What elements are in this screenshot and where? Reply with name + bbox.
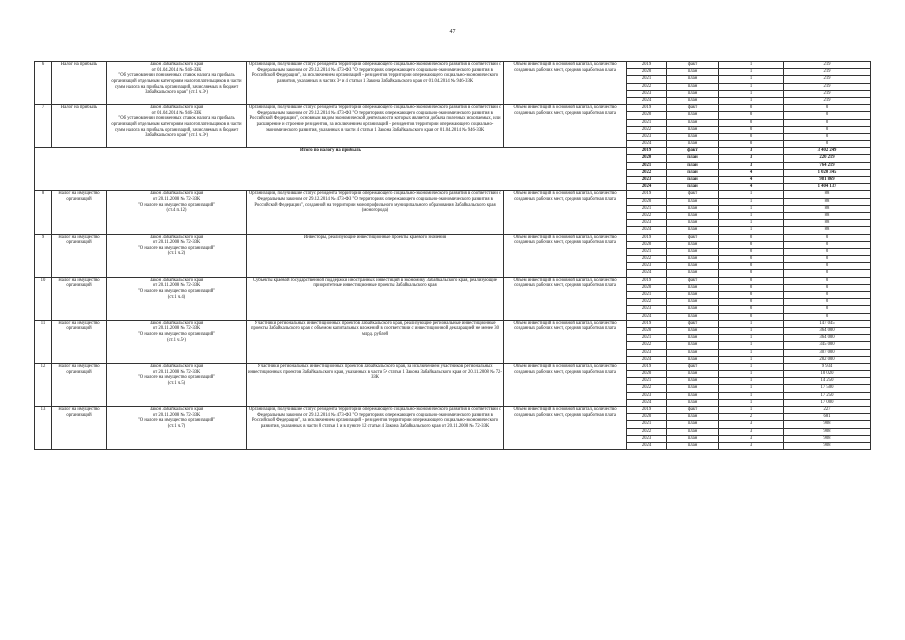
year-cell: 2020 bbox=[627, 198, 667, 205]
year-cell: 2024 bbox=[627, 313, 667, 320]
fact-plan-cell: план bbox=[667, 141, 719, 148]
year-cell: 2019 bbox=[627, 191, 667, 198]
row-number-cell: 9 bbox=[35, 234, 52, 277]
row-number-cell: 8 bbox=[35, 191, 52, 234]
fact-plan-cell: план bbox=[667, 399, 719, 406]
count-cell: 1 bbox=[719, 378, 784, 385]
tax-name-cell: Налог на прибыль bbox=[52, 62, 107, 105]
year-cell: 2019 bbox=[627, 234, 667, 241]
row-number-cell: 12 bbox=[35, 363, 52, 406]
fact-plan-cell: план bbox=[667, 76, 719, 83]
count-cell: 1 bbox=[719, 335, 784, 342]
fact-plan-cell: план bbox=[667, 342, 719, 349]
amount-cell: 908 bbox=[784, 421, 871, 428]
year-cell: 2024 bbox=[627, 399, 667, 406]
table-row bbox=[35, 363, 871, 370]
count-cell: 1 bbox=[719, 90, 784, 97]
law-reference-cell: Закон Забайкальского края от 01.04.2014 № 946-ЗЗК "Об установлении пониженных ставок налога на прибыль организаций отдельным категориям налогоплательщиков в части сумм налога на прибыль организаций, зачисляемых в бюджет Забайкальского края" (ст.1 ч.3¹) bbox=[107, 62, 247, 105]
law-reference-cell: Закон Забайкальского края от 20.11.2008 № 72-ЗЗК "О налоге на имущество организаций" (ст.1 ч.7) bbox=[107, 407, 247, 450]
amount-cell: 9 934 bbox=[784, 363, 871, 370]
fact-plan-cell: план bbox=[667, 248, 719, 255]
fact-plan-cell: план bbox=[667, 263, 719, 270]
amount-cell: 0 bbox=[784, 234, 871, 241]
year-cell: 2019 bbox=[627, 148, 667, 155]
count-cell: 1 bbox=[719, 371, 784, 378]
count-cell: 3 bbox=[719, 162, 784, 169]
fact-plan-cell: факт bbox=[667, 363, 719, 370]
indicators-cell: Объем инвестиций в основной капитал, количество созданных рабочих мест, средняя заработная плата bbox=[504, 191, 627, 234]
count-cell: 1 bbox=[719, 198, 784, 205]
indicators-cell: Объем инвестиций в основной капитал, количество созданных рабочих мест, средняя заработная плата bbox=[504, 407, 627, 450]
amount-cell: 88 bbox=[784, 191, 871, 198]
amount-cell: 220 219 bbox=[784, 155, 871, 162]
fact-plan-cell: план bbox=[667, 313, 719, 320]
fact-plan-cell: факт bbox=[667, 148, 719, 155]
fact-plan-cell: факт bbox=[667, 234, 719, 241]
amount-cell: 88 bbox=[784, 198, 871, 205]
year-cell: 2021 bbox=[627, 421, 667, 428]
amount-cell: 0 bbox=[784, 119, 871, 126]
year-cell: 2020 bbox=[627, 112, 667, 119]
amount-cell: 0 bbox=[784, 277, 871, 284]
year-cell: 2024 bbox=[627, 141, 667, 148]
year-cell: 2023 bbox=[627, 220, 667, 227]
fact-plan-cell: план bbox=[667, 126, 719, 133]
year-cell: 2020 bbox=[627, 371, 667, 378]
count-cell: 1 bbox=[719, 356, 784, 363]
count-cell: 3 bbox=[719, 148, 784, 155]
fact-plan-cell: факт bbox=[667, 191, 719, 198]
year-cell: 2021 bbox=[627, 205, 667, 212]
fact-plan-cell: план bbox=[667, 306, 719, 313]
fact-plan-cell: план bbox=[667, 335, 719, 342]
fact-plan-cell: факт bbox=[667, 277, 719, 284]
amount-cell: 908 bbox=[784, 428, 871, 435]
count-cell: 2 bbox=[719, 414, 784, 421]
table-row bbox=[35, 191, 871, 198]
year-cell: 2024 bbox=[627, 442, 667, 449]
amount-cell: 88 bbox=[784, 220, 871, 227]
fact-plan-cell: план bbox=[667, 177, 719, 184]
fact-plan-cell: план bbox=[667, 169, 719, 176]
amount-cell: 345 000 bbox=[784, 342, 871, 349]
year-cell: 2019 bbox=[627, 62, 667, 69]
year-cell: 2020 bbox=[627, 414, 667, 421]
amount-cell: 0 bbox=[784, 105, 871, 112]
fact-plan-cell: план bbox=[667, 270, 719, 277]
count-cell: 0 bbox=[719, 141, 784, 148]
amount-cell: 0 bbox=[784, 256, 871, 263]
year-cell: 2021 bbox=[627, 335, 667, 342]
table-row bbox=[35, 277, 871, 284]
count-cell: 3 bbox=[719, 442, 784, 449]
fact-plan-cell: план bbox=[667, 435, 719, 442]
beneficiary-category-cell: Организации, получившие статус резидента территории опережающего социально-экономического развития в соответствии с Федеральным законом от 29.12.2014 № 473-ФЗ "О территориях опережающего социально-экономического развития в Российской Федерации", созданной на территории монопрофильного муниципального образования Забайкальского края (моногорода) bbox=[247, 191, 504, 234]
year-cell: 2024 bbox=[627, 227, 667, 234]
fact-plan-cell: план bbox=[667, 256, 719, 263]
amount-cell: 3 402 249 bbox=[784, 148, 871, 155]
count-cell: 0 bbox=[719, 256, 784, 263]
tax-name-cell: Налог на имущество организаций bbox=[52, 277, 107, 320]
fact-plan-cell: план bbox=[667, 349, 719, 356]
tax-name-cell: Налог на имущество организаций bbox=[52, 320, 107, 363]
amount-cell: 219 bbox=[784, 90, 871, 97]
year-cell: 2020 bbox=[627, 327, 667, 334]
beneficiary-category-cell: Субъекты краевой государственной поддержки иностранных инвестиций в экономику Забайкальского края, реализующие приоритетные инвестиционные проекты Забайкальского края bbox=[247, 277, 504, 320]
fact-plan-cell: план bbox=[667, 162, 719, 169]
fact-plan-cell: план bbox=[667, 392, 719, 399]
law-reference-cell: Закон Забайкальского края от 01.04.2014 № 946-ЗЗК "Об установлении пониженных ставок налога на прибыль организаций отдельным категориям налогоплательщиков в части сумм налога на прибыль организаций, зачисляемых в бюджет Забайкальского края" (ст.1 ч.3²) bbox=[107, 105, 247, 148]
law-reference-cell: Закон Забайкальского края от 20.11.2008 № 72-ЗЗК "О налоге на имущество организаций" (ст.4 п.12) bbox=[107, 191, 247, 234]
year-cell: 2019 bbox=[627, 363, 667, 370]
fact-plan-cell: план bbox=[667, 227, 719, 234]
amount-cell: 14 250 bbox=[784, 378, 871, 385]
year-cell: 2024 bbox=[627, 356, 667, 363]
fact-plan-cell: план bbox=[667, 97, 719, 104]
count-cell: 0 bbox=[719, 133, 784, 140]
count-cell: 1 bbox=[719, 83, 784, 90]
fact-plan-cell: план bbox=[667, 327, 719, 334]
count-cell: 0 bbox=[719, 119, 784, 126]
amount-cell: 0 bbox=[784, 270, 871, 277]
amount-cell: 0 bbox=[784, 284, 871, 291]
count-cell: 1 bbox=[719, 212, 784, 219]
law-reference-cell: Закон Забайкальского края от 20.11.2008 № 72-ЗЗК "О налоге на имущество организаций" (ст.1 ч.5¹) bbox=[107, 320, 247, 363]
row-number-cell: 6 bbox=[35, 62, 52, 105]
fact-plan-cell: план bbox=[667, 112, 719, 119]
amount-cell: 17 250 bbox=[784, 392, 871, 399]
count-cell: 1 bbox=[719, 69, 784, 76]
amount-cell: 0 bbox=[784, 292, 871, 299]
year-cell: 2021 bbox=[627, 248, 667, 255]
table-row bbox=[35, 320, 871, 327]
count-cell: 4 bbox=[719, 177, 784, 184]
amount-cell: 0 bbox=[784, 263, 871, 270]
year-cell: 2022 bbox=[627, 428, 667, 435]
year-cell: 2019 bbox=[627, 407, 667, 414]
table-row bbox=[35, 407, 871, 414]
fact-plan-cell: план bbox=[667, 119, 719, 126]
count-cell: 3 bbox=[719, 435, 784, 442]
tax-name-cell: Налог на имущество организаций bbox=[52, 191, 107, 234]
amount-cell: 219 bbox=[784, 83, 871, 90]
amount-cell: 88 bbox=[784, 212, 871, 219]
amount-cell: 227 bbox=[784, 407, 871, 414]
law-reference-cell: Закон Забайкальского края от 20.11.2008 № 72-ЗЗК "О налоге на имущество организаций" (ст.1 ч.4) bbox=[107, 277, 247, 320]
fact-plan-cell: план bbox=[667, 90, 719, 97]
fact-plan-cell: план bbox=[667, 133, 719, 140]
fact-plan-cell: факт bbox=[667, 62, 719, 69]
fact-plan-cell: факт bbox=[667, 320, 719, 327]
amount-cell: 0 bbox=[784, 126, 871, 133]
count-cell: 1 bbox=[719, 205, 784, 212]
count-cell: 3 bbox=[719, 421, 784, 428]
count-cell: 0 bbox=[719, 263, 784, 270]
amount-cell: 219 bbox=[784, 76, 871, 83]
year-cell: 2021 bbox=[627, 119, 667, 126]
count-cell: 1 bbox=[719, 392, 784, 399]
row-number-cell: 13 bbox=[35, 407, 52, 450]
fact-plan-cell: план bbox=[667, 198, 719, 205]
year-cell: 2023 bbox=[627, 263, 667, 270]
tax-name-cell: Налог на имущество организаций bbox=[52, 234, 107, 277]
fact-plan-cell: план bbox=[667, 83, 719, 90]
year-cell: 2022 bbox=[627, 83, 667, 90]
amount-cell: 364 000 bbox=[784, 327, 871, 334]
fact-plan-cell: факт bbox=[667, 407, 719, 414]
fact-plan-cell: план bbox=[667, 442, 719, 449]
beneficiary-category-cell: Организации, получившие статус резидента территории опережающего социально-экономического развития в соответствии с Федеральным законом от 29.12.2014 № 473-ФЗ "О территориях опережающего социально-экономического развития в Российской Федерации", за исключением организаций - резидентов территории опережающего социально-экономического развития, указанных в части 8 статьи 1 и в пункте 12 статьи 4 Закона Забайкальского края от 20.11.2008 № 72-ЗЗК bbox=[247, 407, 504, 450]
count-cell: 1 bbox=[719, 76, 784, 83]
count-cell: 0 bbox=[719, 306, 784, 313]
count-cell: 0 bbox=[719, 299, 784, 306]
year-cell: 2019 bbox=[627, 277, 667, 284]
amount-cell: 0 bbox=[784, 313, 871, 320]
count-cell: 1 bbox=[719, 407, 784, 414]
tax-name-cell: Налог на прибыль bbox=[52, 105, 107, 148]
indicators-cell: Объем инвестиций в основной капитал, количество созданных рабочих мест, средняя заработная плата bbox=[504, 277, 627, 320]
fact-plan-cell: план bbox=[667, 421, 719, 428]
amount-cell: 0 bbox=[784, 241, 871, 248]
page-number: 47 bbox=[449, 29, 456, 35]
amount-cell: 219 bbox=[784, 69, 871, 76]
amount-cell: 764 219 bbox=[784, 162, 871, 169]
indicators-cell: Объем инвестиций в основной капитал, количество созданных рабочих мест, средняя заработная плата bbox=[504, 105, 627, 148]
count-cell: 1 bbox=[719, 363, 784, 370]
count-cell: 0 bbox=[719, 292, 784, 299]
tax-name-cell: Налог на имущество организаций bbox=[52, 363, 107, 406]
amount-cell: 88 bbox=[784, 227, 871, 234]
row-number-cell: 11 bbox=[35, 320, 52, 363]
amount-cell: 681 bbox=[784, 414, 871, 421]
year-cell: 2024 bbox=[627, 184, 667, 191]
year-cell: 2021 bbox=[627, 162, 667, 169]
indicators-cell: Объем инвестиций в основной капитал, количество созданных рабочих мест, средняя заработная плата bbox=[504, 363, 627, 406]
year-cell: 2022 bbox=[627, 212, 667, 219]
beneficiary-category-cell: Организации, получившие статус резидента территории опережающего социально-экономического развития в соответствии с Федеральным законом от 29.12.2014 № 473-ФЗ "О территориях опережающего социально-экономического развития в Российской Федерации", основным видом экономической деятельности которых является добыча полезных ископаемых, или расширение и строение резидентов, за исключением организаций - резидентов территории опережающего социально-экономического развития, указанных в части 4 статьи 1 Закона Забайкальского края от 01.04.2014 № 946-ЗЗК bbox=[247, 105, 504, 148]
amount-cell: 147 045 bbox=[784, 320, 871, 327]
count-cell: 1 bbox=[719, 220, 784, 227]
count-cell: 1 bbox=[719, 227, 784, 234]
year-cell: 2020 bbox=[627, 284, 667, 291]
year-cell: 2024 bbox=[627, 97, 667, 104]
count-cell: 1 bbox=[719, 342, 784, 349]
table-row bbox=[35, 105, 871, 112]
year-cell: 2023 bbox=[627, 177, 667, 184]
amount-cell: 981 869 bbox=[784, 177, 871, 184]
year-cell: 2023 bbox=[627, 90, 667, 97]
amount-cell: 0 bbox=[784, 133, 871, 140]
fact-plan-cell: план bbox=[667, 205, 719, 212]
fact-plan-cell: план bbox=[667, 385, 719, 392]
fact-plan-cell: факт bbox=[667, 105, 719, 112]
year-cell: 2023 bbox=[627, 392, 667, 399]
amount-cell: 219 bbox=[784, 97, 871, 104]
year-cell: 2020 bbox=[627, 241, 667, 248]
count-cell: 1 bbox=[719, 62, 784, 69]
amount-cell: 88 bbox=[784, 205, 871, 212]
amount-cell: 282 000 bbox=[784, 356, 871, 363]
beneficiary-category-cell: Организации, получившие статус резидента территории опережающего социально-экономического развития в соответствии с Федеральным законом от 29.12.2014 № 473-ФЗ "О территориях опережающего социально-экономического развития в Российской Федерации", за исключением организаций - резидентов территории опережающего социально-экономического развития, указанных в частях 3² и 4 статьи 1 Закона Забайкальского края от 01.04.2014 № 946-ЗЗК bbox=[247, 62, 504, 105]
amount-cell: 908 bbox=[784, 435, 871, 442]
beneficiary-category-cell: Инвесторы, реализующие инвестиционные проекты краевого значения bbox=[247, 234, 504, 277]
year-cell: 2020 bbox=[627, 69, 667, 76]
amount-cell: 0 bbox=[784, 141, 871, 148]
row-number-cell: 10 bbox=[35, 277, 52, 320]
amount-cell: 219 bbox=[784, 62, 871, 69]
indicators-cell: Объем инвестиций в основной капитал, количество созданных рабочих мест, средняя заработная плата bbox=[504, 62, 627, 105]
year-cell: 2021 bbox=[627, 76, 667, 83]
amount-cell: 1 404 137 bbox=[784, 184, 871, 191]
amount-cell: 908 bbox=[784, 442, 871, 449]
count-cell: 4 bbox=[719, 184, 784, 191]
fact-plan-cell: план bbox=[667, 378, 719, 385]
count-cell: 3 bbox=[719, 428, 784, 435]
year-cell: 2019 bbox=[627, 105, 667, 112]
amount-cell: 307 000 bbox=[784, 349, 871, 356]
year-cell: 2021 bbox=[627, 292, 667, 299]
year-cell: 2022 bbox=[627, 256, 667, 263]
amount-cell: 364 000 bbox=[784, 335, 871, 342]
table-row bbox=[35, 62, 871, 69]
fact-plan-cell: план bbox=[667, 428, 719, 435]
total-label-cell: Итого по налогу на прибыль bbox=[35, 148, 627, 191]
table-row bbox=[35, 148, 871, 155]
amount-cell: 0 bbox=[784, 248, 871, 255]
count-cell: 0 bbox=[719, 270, 784, 277]
fact-plan-cell: план bbox=[667, 292, 719, 299]
year-cell: 2023 bbox=[627, 435, 667, 442]
year-cell: 2022 bbox=[627, 169, 667, 176]
year-cell: 2022 bbox=[627, 385, 667, 392]
count-cell: 1 bbox=[719, 191, 784, 198]
amount-cell: 1 020 345 bbox=[784, 169, 871, 176]
amount-cell: 0 bbox=[784, 299, 871, 306]
tax-benefits-table bbox=[34, 61, 871, 450]
fact-plan-cell: план bbox=[667, 69, 719, 76]
year-cell: 2022 bbox=[627, 342, 667, 349]
count-cell: 0 bbox=[719, 105, 784, 112]
amount-cell: 17 500 bbox=[784, 385, 871, 392]
fact-plan-cell: план bbox=[667, 212, 719, 219]
count-cell: 1 bbox=[719, 399, 784, 406]
count-cell: 0 bbox=[719, 241, 784, 248]
indicators-cell: Объем инвестиций в основной капитал, количество созданных рабочих мест, средняя заработная плата bbox=[504, 320, 627, 363]
row-number-cell: 7 bbox=[35, 105, 52, 148]
table-row bbox=[35, 234, 871, 241]
count-cell: 3 bbox=[719, 155, 784, 162]
law-reference-cell: Закон Забайкальского края от 20.11.2008 № 72-ЗЗК "О налоге на имущество организаций" (ст.1 ч.5) bbox=[107, 363, 247, 406]
year-cell: 2019 bbox=[627, 320, 667, 327]
year-cell: 2022 bbox=[627, 126, 667, 133]
fact-plan-cell: план bbox=[667, 299, 719, 306]
year-cell: 2020 bbox=[627, 155, 667, 162]
year-cell: 2023 bbox=[627, 133, 667, 140]
count-cell: 0 bbox=[719, 277, 784, 284]
count-cell: 1 bbox=[719, 327, 784, 334]
count-cell: 1 bbox=[719, 97, 784, 104]
count-cell: 1 bbox=[719, 385, 784, 392]
fact-plan-cell: план bbox=[667, 371, 719, 378]
fact-plan-cell: план bbox=[667, 155, 719, 162]
fact-plan-cell: план bbox=[667, 184, 719, 191]
count-cell: 1 bbox=[719, 349, 784, 356]
count-cell: 1 bbox=[719, 320, 784, 327]
beneficiary-category-cell: Участники региональных инвестиционных проектов Забайкальского края, за исключением участников региональных инвестиционных проектов Забайкальского края, указанных в части 5¹ статьи 1 Закона Забайкальского края от 20.11.2008 № 72-ЗЗК bbox=[247, 363, 504, 406]
year-cell: 2022 bbox=[627, 299, 667, 306]
amount-cell: 0 bbox=[784, 306, 871, 313]
year-cell: 2024 bbox=[627, 270, 667, 277]
indicators-cell: Объем инвестиций в основной капитал, количество созданных рабочих мест, средняя заработная плата bbox=[504, 234, 627, 277]
count-cell: 0 bbox=[719, 126, 784, 133]
fact-plan-cell: план bbox=[667, 414, 719, 421]
count-cell: 0 bbox=[719, 248, 784, 255]
amount-cell: 10 020 bbox=[784, 371, 871, 378]
count-cell: 4 bbox=[719, 169, 784, 176]
fact-plan-cell: план bbox=[667, 220, 719, 227]
year-cell: 2023 bbox=[627, 306, 667, 313]
year-cell: 2023 bbox=[627, 349, 667, 356]
tax-name-cell: Налог на имущество организаций bbox=[52, 407, 107, 450]
fact-plan-cell: план bbox=[667, 284, 719, 291]
count-cell: 0 bbox=[719, 234, 784, 241]
fact-plan-cell: план bbox=[667, 241, 719, 248]
year-cell: 2021 bbox=[627, 378, 667, 385]
count-cell: 0 bbox=[719, 284, 784, 291]
count-cell: 0 bbox=[719, 112, 784, 119]
fact-plan-cell: план bbox=[667, 356, 719, 363]
law-reference-cell: Закон Забайкальского края от 20.11.2008 № 72-ЗЗК "О налоге на имущество организаций" (ст.1 ч.2) bbox=[107, 234, 247, 277]
beneficiary-category-cell: Участники региональных инвестиционных проектов Забайкальского края, реализующие региональные инвестиционные проекты Забайкальского края с объемом капитальных вложений в соответствии с инвестиционной декларацией не менее 30 млрд. рублей bbox=[247, 320, 504, 363]
count-cell: 0 bbox=[719, 313, 784, 320]
amount-cell: 17 000 bbox=[784, 399, 871, 406]
amount-cell: 0 bbox=[784, 112, 871, 119]
